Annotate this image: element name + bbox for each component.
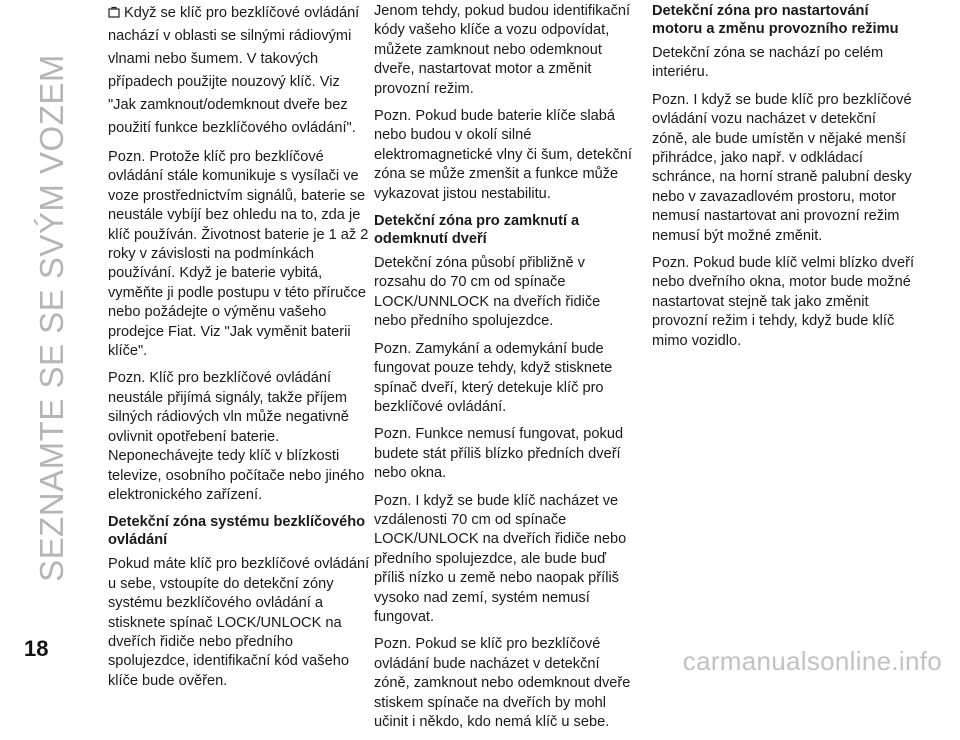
section-heading: Detekční zóna systému bezklíčového ovládání xyxy=(108,514,366,549)
watermark: carmanualsonline.info xyxy=(682,646,942,676)
column-2 xyxy=(374,2,636,740)
paragraph: Pozn. Zamykání a odemykání bude fungovat pouze tehdy, když stisknete spínač dveří, který detekuje klíč pro bezklíčové ovládání. xyxy=(374,340,613,415)
paragraph: Pozn. Protože klíč pro bezklíčové ovládání stále komunikuje s vysílači ve voze prostřednictvím signálů, baterie se neustále vybíjí bez ohledu na to, zda je klíč používán. Životnost baterie je 1 až 2 roky v závislosti na podmínkách používání. Když je baterie vybitá, vyměňte ji podle postupu v této příručce nebo požádejte o výměnu vašeho prodejce Fiat. Viz "Jak vyměnit baterii klíče". xyxy=(108,149,369,360)
page-number: 18 xyxy=(24,636,49,661)
column-3 xyxy=(652,2,914,359)
paragraph: Pokud máte klíč pro bezklíčové ovládání u sebe, vstoupíte do detekční zóny systému bezklíčového ovládání a stisknete spínač LOCK/UNLOCK na dveřích řidiče nebo předního spolujezdce, identifikační kód vašeho klíče bude ověřen. xyxy=(108,556,370,689)
section-heading: Detekční zóna pro nastartování motoru a změnu provozního režimu xyxy=(652,3,899,37)
paragraph: Detekční zóna se nachází po celém interiéru. xyxy=(652,45,884,81)
chapter-side-title-text: SEZNAMTE SE SE SVÝM VOZEM xyxy=(33,54,70,582)
paragraph: Pozn. Funkce nemusí fungovat, pokud budete stát příliš blízko předních dveří nebo okna. xyxy=(374,426,624,482)
paragraph: Když se klíč pro bezklíčové ovládání nachází v oblasti se silnými rádiovými vlnami nebo šumem. V takových případech použijte nouzový klíč. Viz "Jak zamknout/odemknout dveře bez použití funkce bezklíčového ovládání". xyxy=(108,5,360,136)
key-bullet-icon xyxy=(108,6,120,18)
chapter-side-title xyxy=(22,0,82,638)
paragraph: Pozn. I když se bude klíč nacházet ve vzdálenosti 70 cm od spínače LOCK/UNLOCK na dveřích řidiče nebo předního spolujezdce, ale bude buď příliš nízko u země nebo naopak příliš vysoko nad zemí, systém nemusí fungovat. xyxy=(374,492,627,625)
paragraph: Pozn. I když se bude klíč pro bezklíčové ovládání vozu nacházet v detekční zóně, ale bude umístěn v nějaké menší přihrádce, jako např. v odkládací schránce, na horní straně palubní desky nebo v zavazadlovém prostoru, motor nemusí nastartovat ani provozní režim nemusí být možné změnit. xyxy=(652,91,912,244)
paragraph: Jenom tehdy, pokud budou identifikační kódy vašeho klíče a vozu odpovídat, můžete zamknout nebo odemknout dveře, nastartovat motor a změnit provozní režim. xyxy=(374,3,631,97)
paragraph: Detekční zóna působí přibližně v rozsahu do 70 cm od spínače LOCK/UNNLOCK na dveřích řidiče nebo předního spolujezdce. xyxy=(374,255,601,330)
paragraph: Pozn. Pokud bude klíč velmi blízko dveří nebo dveřního okna, motor bude možné nastartovat stejně tak jako změnit provozní režim i tehdy, když bude klíč mimo vozidlo. xyxy=(652,255,915,349)
column-1 xyxy=(108,2,370,699)
paragraph: Pozn. Klíč pro bezklíčové ovládání neustále přijímá signály, takže příjem silných rádiových vln může negativně ovlivnit opotřebení baterie. Neponechávejte tedy klíč v blízkosti televize, osobního počítače nebo jiného elektronického zařízení. xyxy=(108,370,365,503)
paragraph: Pozn. Pokud se klíč pro bezklíčové ovládání bude nacházet v detekční zóně, zamknout nebo odemknout dveře stiskem spínače na dveřích by mohl učinit i někdo, kdo nemá klíč u sebe. xyxy=(374,636,631,730)
section-heading: Detekční zóna pro zamknutí a odemknutí dveří xyxy=(374,213,580,248)
paragraph: Pozn. Pokud bude baterie klíče slabá nebo budou v okolí silné elektromagnetické vlny či šum, detekční zóna se může zmenšit a funkce může vykazovat jistou nestabilitu. xyxy=(374,108,632,202)
